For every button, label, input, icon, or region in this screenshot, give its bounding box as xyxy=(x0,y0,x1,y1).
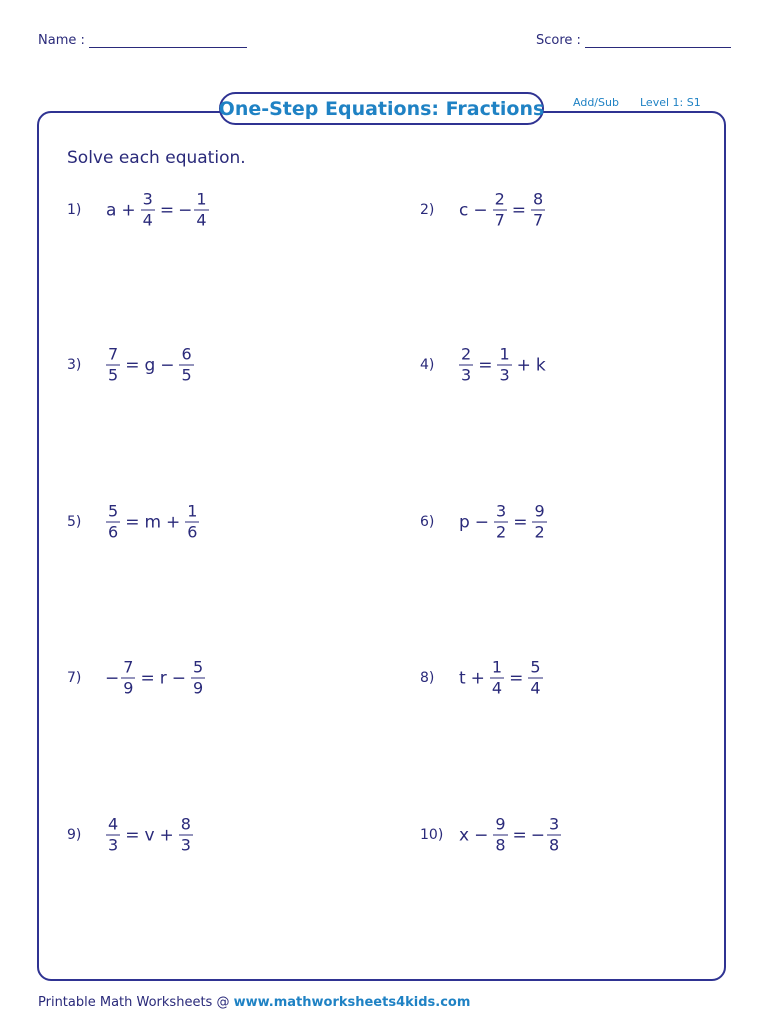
variable: m xyxy=(144,512,161,532)
denominator: 3 xyxy=(499,365,510,385)
problem-3 xyxy=(67,335,367,395)
equation xyxy=(105,344,195,385)
fraction xyxy=(490,657,504,698)
problem-6 xyxy=(420,492,720,552)
problem-4 xyxy=(420,335,720,395)
denominator: 6 xyxy=(108,522,119,542)
numerator: 3 xyxy=(549,814,560,834)
score-field xyxy=(536,33,731,48)
problem-5 xyxy=(67,492,367,552)
variable: t xyxy=(459,668,466,688)
equation xyxy=(458,189,546,230)
denominator: 7 xyxy=(494,210,505,230)
instructions: Solve each equation. xyxy=(67,148,246,168)
operator: = xyxy=(513,512,528,532)
equation xyxy=(105,657,206,698)
numerator: 9 xyxy=(534,501,545,521)
name-line[interactable] xyxy=(89,33,247,48)
denominator: 3 xyxy=(108,835,119,855)
problem-10 xyxy=(420,805,720,865)
operator: − xyxy=(171,668,186,688)
operator: = xyxy=(125,825,140,845)
fraction xyxy=(106,344,120,385)
numerator: 7 xyxy=(123,657,134,677)
problem-number: 6) xyxy=(420,514,435,530)
fraction xyxy=(106,814,120,855)
fraction xyxy=(106,501,120,542)
fraction xyxy=(121,657,135,698)
operator: = xyxy=(478,355,493,375)
operator: = xyxy=(159,200,175,220)
problem-number: 2) xyxy=(420,202,435,218)
equation xyxy=(458,344,547,385)
problem-number: 3) xyxy=(67,357,82,373)
fraction xyxy=(493,814,507,855)
numerator: 1 xyxy=(187,501,198,521)
numerator: 1 xyxy=(499,344,510,364)
numerator: 6 xyxy=(181,344,192,364)
denominator: 5 xyxy=(108,365,119,385)
problem-number: 1) xyxy=(67,202,82,218)
equation xyxy=(458,657,544,698)
denominator: 2 xyxy=(496,522,507,542)
denominator: 4 xyxy=(196,210,207,230)
equation xyxy=(105,501,200,542)
fraction xyxy=(179,344,193,385)
variable: v xyxy=(144,825,155,845)
numerator: 2 xyxy=(461,344,472,364)
numerator: 5 xyxy=(530,657,541,677)
problem-number: 5) xyxy=(67,514,82,530)
numerator: 1 xyxy=(491,657,503,677)
numerator: 8 xyxy=(180,814,191,834)
numerator: 3 xyxy=(496,501,507,521)
denominator: 3 xyxy=(461,365,472,385)
variable: c xyxy=(459,200,469,220)
equation xyxy=(105,189,210,230)
negative-sign: − xyxy=(105,668,120,688)
denominator: 6 xyxy=(187,522,198,542)
fraction xyxy=(179,814,193,855)
operator: + xyxy=(121,200,136,220)
variable: r xyxy=(159,668,167,688)
denominator: 4 xyxy=(530,678,541,698)
denominator: 5 xyxy=(181,365,192,385)
problem-1 xyxy=(67,180,367,240)
equation xyxy=(458,501,548,542)
denominator: 4 xyxy=(142,210,153,230)
operator: − xyxy=(473,200,488,220)
operator: + xyxy=(159,825,174,845)
operator: = xyxy=(125,355,140,375)
footer-url[interactable]: www.mathworksheets4kids.com xyxy=(233,995,471,1010)
equation xyxy=(458,814,562,855)
fraction xyxy=(497,344,511,385)
fraction xyxy=(493,189,507,230)
score-label: Score : xyxy=(536,33,581,48)
numerator: 5 xyxy=(108,501,119,521)
score-line[interactable] xyxy=(585,33,731,48)
operator: − xyxy=(160,355,175,375)
fraction xyxy=(141,189,155,230)
denominator: 8 xyxy=(495,835,506,855)
fraction xyxy=(532,501,546,542)
name-label: Name : xyxy=(38,33,85,48)
operator: = xyxy=(512,825,527,845)
numerator: 5 xyxy=(192,657,204,677)
footer xyxy=(38,995,470,1010)
numerator: 3 xyxy=(142,189,153,209)
fraction xyxy=(191,657,205,698)
equation xyxy=(105,814,194,855)
problem-number: 8) xyxy=(420,670,435,686)
problem-9 xyxy=(67,805,367,865)
numerator: 2 xyxy=(494,189,505,209)
problem-7 xyxy=(67,648,367,708)
operator: + xyxy=(516,355,531,375)
numerator: 9 xyxy=(495,814,506,834)
operator: + xyxy=(470,668,485,688)
problem-2 xyxy=(420,180,720,240)
problem-number: 9) xyxy=(67,827,82,843)
problem-8 xyxy=(420,648,720,708)
variable: p xyxy=(459,512,470,532)
operator: = xyxy=(509,668,524,688)
fraction xyxy=(547,814,561,855)
variable: a xyxy=(106,200,117,220)
problem-number: 7) xyxy=(67,670,82,686)
denominator: 9 xyxy=(123,678,134,698)
footer-prefix: Printable Math Worksheets @ xyxy=(38,995,234,1010)
numerator: 7 xyxy=(108,344,119,364)
denominator: 7 xyxy=(533,210,544,230)
variable: g xyxy=(144,355,156,375)
operator: − xyxy=(474,825,489,845)
operator: − xyxy=(474,512,490,532)
operator: + xyxy=(166,512,181,532)
denominator: 9 xyxy=(192,678,204,698)
name-field xyxy=(38,33,247,48)
fraction xyxy=(185,501,199,542)
operator: = xyxy=(125,512,140,532)
operator: = xyxy=(140,668,155,688)
negative-sign: − xyxy=(178,200,193,220)
denominator: 2 xyxy=(534,522,545,542)
worksheet-title: One-Step Equations: Fractions xyxy=(219,92,544,125)
numerator: 8 xyxy=(533,189,544,209)
denominator: 3 xyxy=(180,835,191,855)
fraction xyxy=(531,189,545,230)
fraction xyxy=(459,344,473,385)
denominator: 4 xyxy=(491,678,503,698)
worksheet-type-tag: Add/Sub xyxy=(573,96,619,109)
fraction xyxy=(194,189,208,230)
numerator: 4 xyxy=(108,814,119,834)
operator: = xyxy=(511,200,527,220)
negative-sign: − xyxy=(530,825,545,845)
variable: k xyxy=(535,355,546,375)
fraction xyxy=(494,501,508,542)
variable: x xyxy=(459,825,470,845)
denominator: 8 xyxy=(549,835,560,855)
problem-number: 4) xyxy=(420,357,435,373)
numerator: 1 xyxy=(196,189,207,209)
fraction xyxy=(528,657,542,698)
worksheet-level-tag: Level 1: S1 xyxy=(640,96,701,109)
problem-number: 10) xyxy=(420,827,444,843)
